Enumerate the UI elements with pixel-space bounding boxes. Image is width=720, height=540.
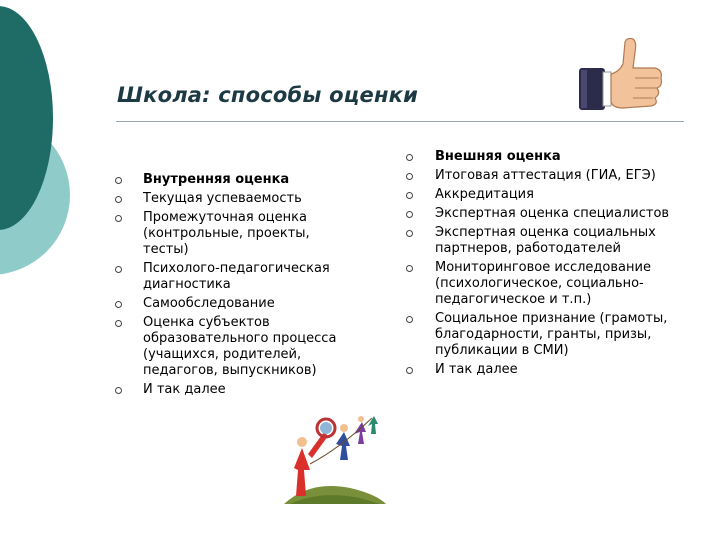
bullet-icon [406,173,413,180]
internal-assessment-list [143,172,358,401]
bullet-icon [115,301,122,308]
list-item: Самообследование [143,296,358,312]
list-item: Аккредитация [435,187,680,203]
list-item-heading: Внутренняя оценка [143,172,358,188]
bullet-icon [115,215,122,222]
bullet-icon [406,265,413,272]
list-item: Экспертная оценка социальных партнеров, работодателей [435,225,680,257]
list-item: И так далее [435,362,680,378]
title-divider [116,121,684,122]
list-item: Итоговая аттестация (ГИА, ЕГЭ) [435,168,680,184]
bullet-icon [406,230,413,237]
list-item: И так далее [143,382,358,398]
list-item: Мониторинговое исследование (психологическое, социально-педагогическое и т.п.) [435,260,680,308]
bullet-icon [406,154,413,161]
list-item-heading: Внешняя оценка [435,149,680,165]
external-assessment-list [435,149,680,381]
bullet-icon [115,266,122,273]
bullet-icon [406,367,413,374]
list-item: Оценка субъектов образовательного процесса (учащихся, родителей, педагогов, выпускников) [143,315,358,379]
bullet-icon [115,177,122,184]
bullet-icon [115,320,122,327]
list-item: Экспертная оценка специалистов [435,206,680,222]
bullet-icon [115,196,122,203]
list-item: Текущая успеваемость [143,191,358,207]
climbers-clipart-icon [280,408,388,508]
bullet-icon [406,316,413,323]
bullet-icon [406,192,413,199]
bullet-icon [406,211,413,218]
slide-title: Школа: способы оценки [117,83,419,107]
thumbs-up-icon [575,34,667,114]
list-item: Психолого-педагогическая диагностика [143,261,358,293]
list-item: Социальное признание (грамоты, благодарности, гранты, призы, публикации в СМИ) [435,311,680,359]
bullet-icon [115,387,122,394]
list-item: Промежуточная оценка (контрольные, проекты, тесты) [143,210,358,258]
